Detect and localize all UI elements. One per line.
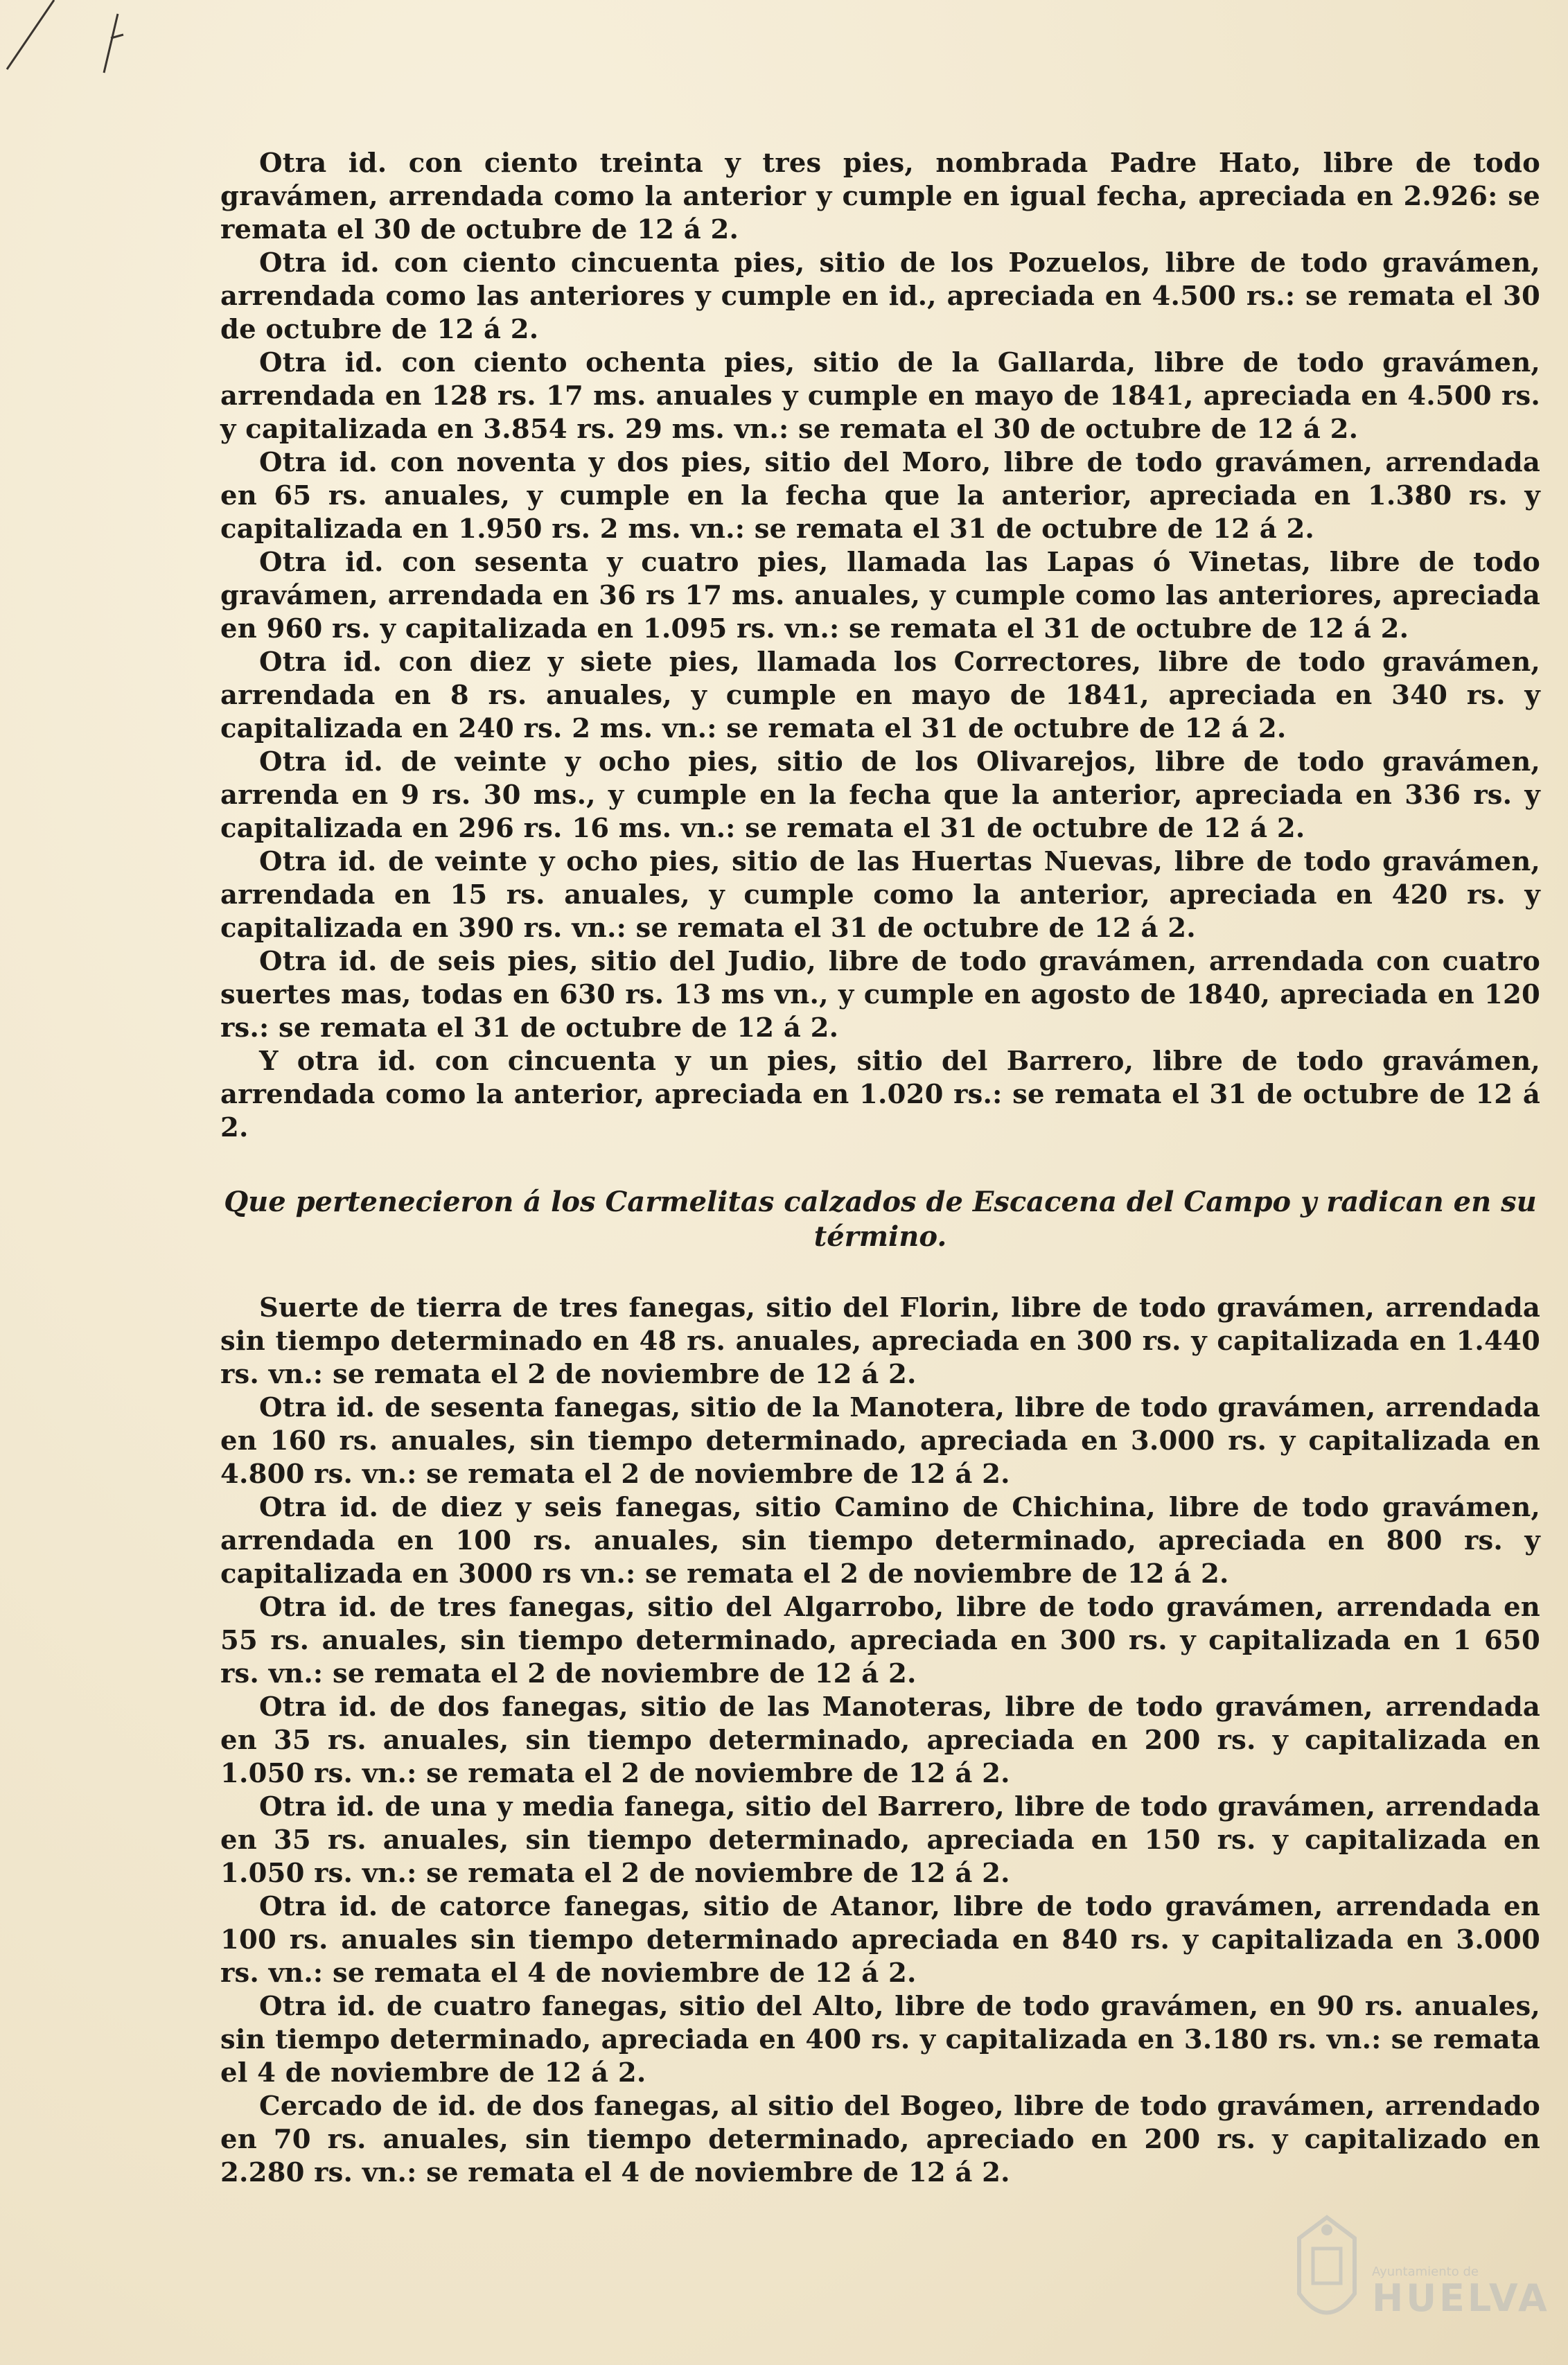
paragraph: Suerte de tierra de tres fanegas, sitio del Florin, libre de todo gravámen, arrendada sin tiempo determinado en 48 rs. anuales, apreciada en 300 rs. y capitalizada en 1.440 rs. vn.: se remata el 2 de noviembre de 12 á 2.: [220, 1292, 1540, 1390]
huelva-watermark: [1289, 2210, 1550, 2342]
paragraph: Otra id. con ciento cincuenta pies, sitio de los Pozuelos, libre de todo gravámen, arrendada como las anteriores y cumple en id., apreciada en 4.500 rs.: se remata el 30 de octubre de 12 á 2.: [220, 247, 1540, 345]
paragraph: Otra id. de veinte y ocho pies, sitio de los Olivarejos, libre de todo gravámen, arrenda en 9 rs. 30 ms., y cumple en la fecha que la anterior, apreciada en 336 rs. y capitalizada en 296 rs. 16 ms. vn.: se remata el 31 de octubre de 12 á 2.: [220, 746, 1540, 844]
watermark-main-text: HUELVA: [1372, 2276, 1550, 2320]
paragraph-group-b: [220, 1292, 1540, 2190]
watermark-text: [1372, 2265, 1550, 2318]
paragraph: Otra id. de seis pies, sitio del Judio, libre de todo gravámen, arrendada con cuatro suertes mas, todas en 630 rs. 13 ms vn., y cumple en agosto de 1840, apreciada en 120 rs.: se remata el 31 de octubre de 12 á 2.: [220, 946, 1540, 1044]
paragraph: Otra id. de veinte y ocho pies, sitio de las Huertas Nuevas, libre de todo gravámen, arrendada en 15 rs. anuales, y cumple como la anterior, apreciada en 420 rs. y capitalizada en 390 rs. vn.: se remata el 31 de octubre de 12 á 2.: [220, 846, 1540, 944]
paragraph: Otra id. con diez y siete pies, llamada los Correctores, libre de todo gravámen, arrendada en 8 rs. anuales, y cumple en mayo de 1841, apreciada en 340 rs. y capitalizada en 240 rs. 2 ms. vn.: se remata el 31 de octubre de 12 á 2.: [220, 647, 1540, 744]
paragraph: Otra id. de sesenta fanegas, sitio de la Manotera, libre de todo gravámen, arrendada en 160 rs. anuales, sin tiempo determinado, apreciada en 3.000 rs. y capitalizada en 4.800 rs. vn.: se remata el 2 de noviembre de 12 á 2.: [220, 1392, 1540, 1490]
paragraph: Y otra id. con cincuenta y un pies, sitio del Barrero, libre de todo gravámen, arrendada como la anterior, apreciada en 1.020 rs.: se remata el 31 de octubre de 12 á 2.: [220, 1046, 1540, 1143]
paragraph: Otra id. con ciento ochenta pies, sitio de la Gallarda, libre de todo gravámen, arrendada en 128 rs. 17 ms. anuales y cumple en mayo de 1841, apreciada en 4.500 rs. y capitalizada en 3.854 rs. 29 ms. vn.: se remata el 30 de octubre de 12 á 2.: [220, 347, 1540, 445]
paragraph: Otra id. de dos fanegas, sitio de las Manoteras, libre de todo gravámen, arrendada en 35 rs. anuales, sin tiempo determinado, apreciada en 200 rs. y capitalizada en 1.050 rs. vn.: se remata el 2 de noviembre de 12 á 2.: [220, 1691, 1540, 1789]
paragraph: Cercado de id. de dos fanegas, al sitio del Bogeo, libre de todo gravámen, arrendado en 70 rs. anuales, sin tiempo determinado, apreciado en 200 rs. y capitalizado en 2.280 rs. vn.: se remata el 4 de noviembre de 12 á 2.: [220, 2091, 1540, 2188]
section-heading: Que pertenecieron á los Carmelitas calzados de Escacena del Campo y radican en su término.: [224, 1186, 1537, 1253]
paragraph: Otra id. de catorce fanegas, sitio de Atanor, libre de todo gravámen, arrendada en 100 rs. anuales sin tiempo determinado apreciada en 840 rs. y capitalizada en 3.000 rs. vn.: se remata el 4 de noviembre de 12 á 2.: [220, 1891, 1540, 1989]
corner-pen-mark: [0, 0, 166, 83]
paragraph: Otra id. con noventa y dos pies, sitio del Moro, libre de todo gravámen, arrendada en 65 rs. anuales, y cumple en la fecha que la anterior, apreciada en 1.380 rs. y capitalizada en 1.950 rs. 2 ms. vn.: se remata el 31 de octubre de 12 á 2.: [220, 447, 1540, 545]
paragraph: Otra id. de diez y seis fanegas, sitio Camino de Chichina, libre de todo gravámen, arrendada en 100 rs. anuales, sin tiempo determinado, apreciada en 800 rs. y capitalizada en 3000 rs vn.: se remata el 2 de noviembre de 12 á 2.: [220, 1492, 1540, 1590]
paragraph-group-a: [220, 147, 1540, 1145]
paragraph: Otra id. con sesenta y cuatro pies, llamada las Lapas ó Vinetas, libre de todo gravámen, arrendada en 36 rs 17 ms. anuales, y cumple como las anteriores, apreciada en 960 rs. y capitalizada en 1.095 rs. vn.: se remata el 31 de octubre de 12 á 2.: [220, 547, 1540, 644]
paragraph: Otra id. de una y media fanega, sitio del Barrero, libre de todo gravámen, arrendada en 35 rs. anuales, sin tiempo determinado, apreciada en 150 rs. y capitalizada en 1.050 rs. vn.: se remata el 2 de noviembre de 12 á 2.: [220, 1791, 1540, 1889]
paragraph: Otra id. de tres fanegas, sitio del Algarrobo, libre de todo gravámen, arrendada en 55 rs. anuales, sin tiempo determinado, apreciada en 300 rs. y capitalizada en 1 650 rs. vn.: se remata el 2 de noviembre de 12 á 2.: [220, 1592, 1540, 1689]
paragraph: Otra id. de cuatro fanegas, sitio del Alto, libre de todo gravámen, en 90 rs. anuales, sin tiempo determinado, apreciada en 400 rs. y capitalizada en 3.180 rs. vn.: se remata el 4 de noviembre de 12 á 2.: [220, 1991, 1540, 2089]
document-body: [220, 147, 1540, 2190]
paragraph: Otra id. con ciento treinta y tres pies, nombrada Padre Hato, libre de todo gravámen, arrendada como la anterior y cumple en igual fecha, apreciada en 2.926: se remata el 30 de octubre de 12 á 2.: [220, 148, 1540, 245]
watermark-top-text: Ayuntamiento de: [1372, 2265, 1479, 2279]
coat-of-arms-icon: [1289, 2210, 1365, 2335]
